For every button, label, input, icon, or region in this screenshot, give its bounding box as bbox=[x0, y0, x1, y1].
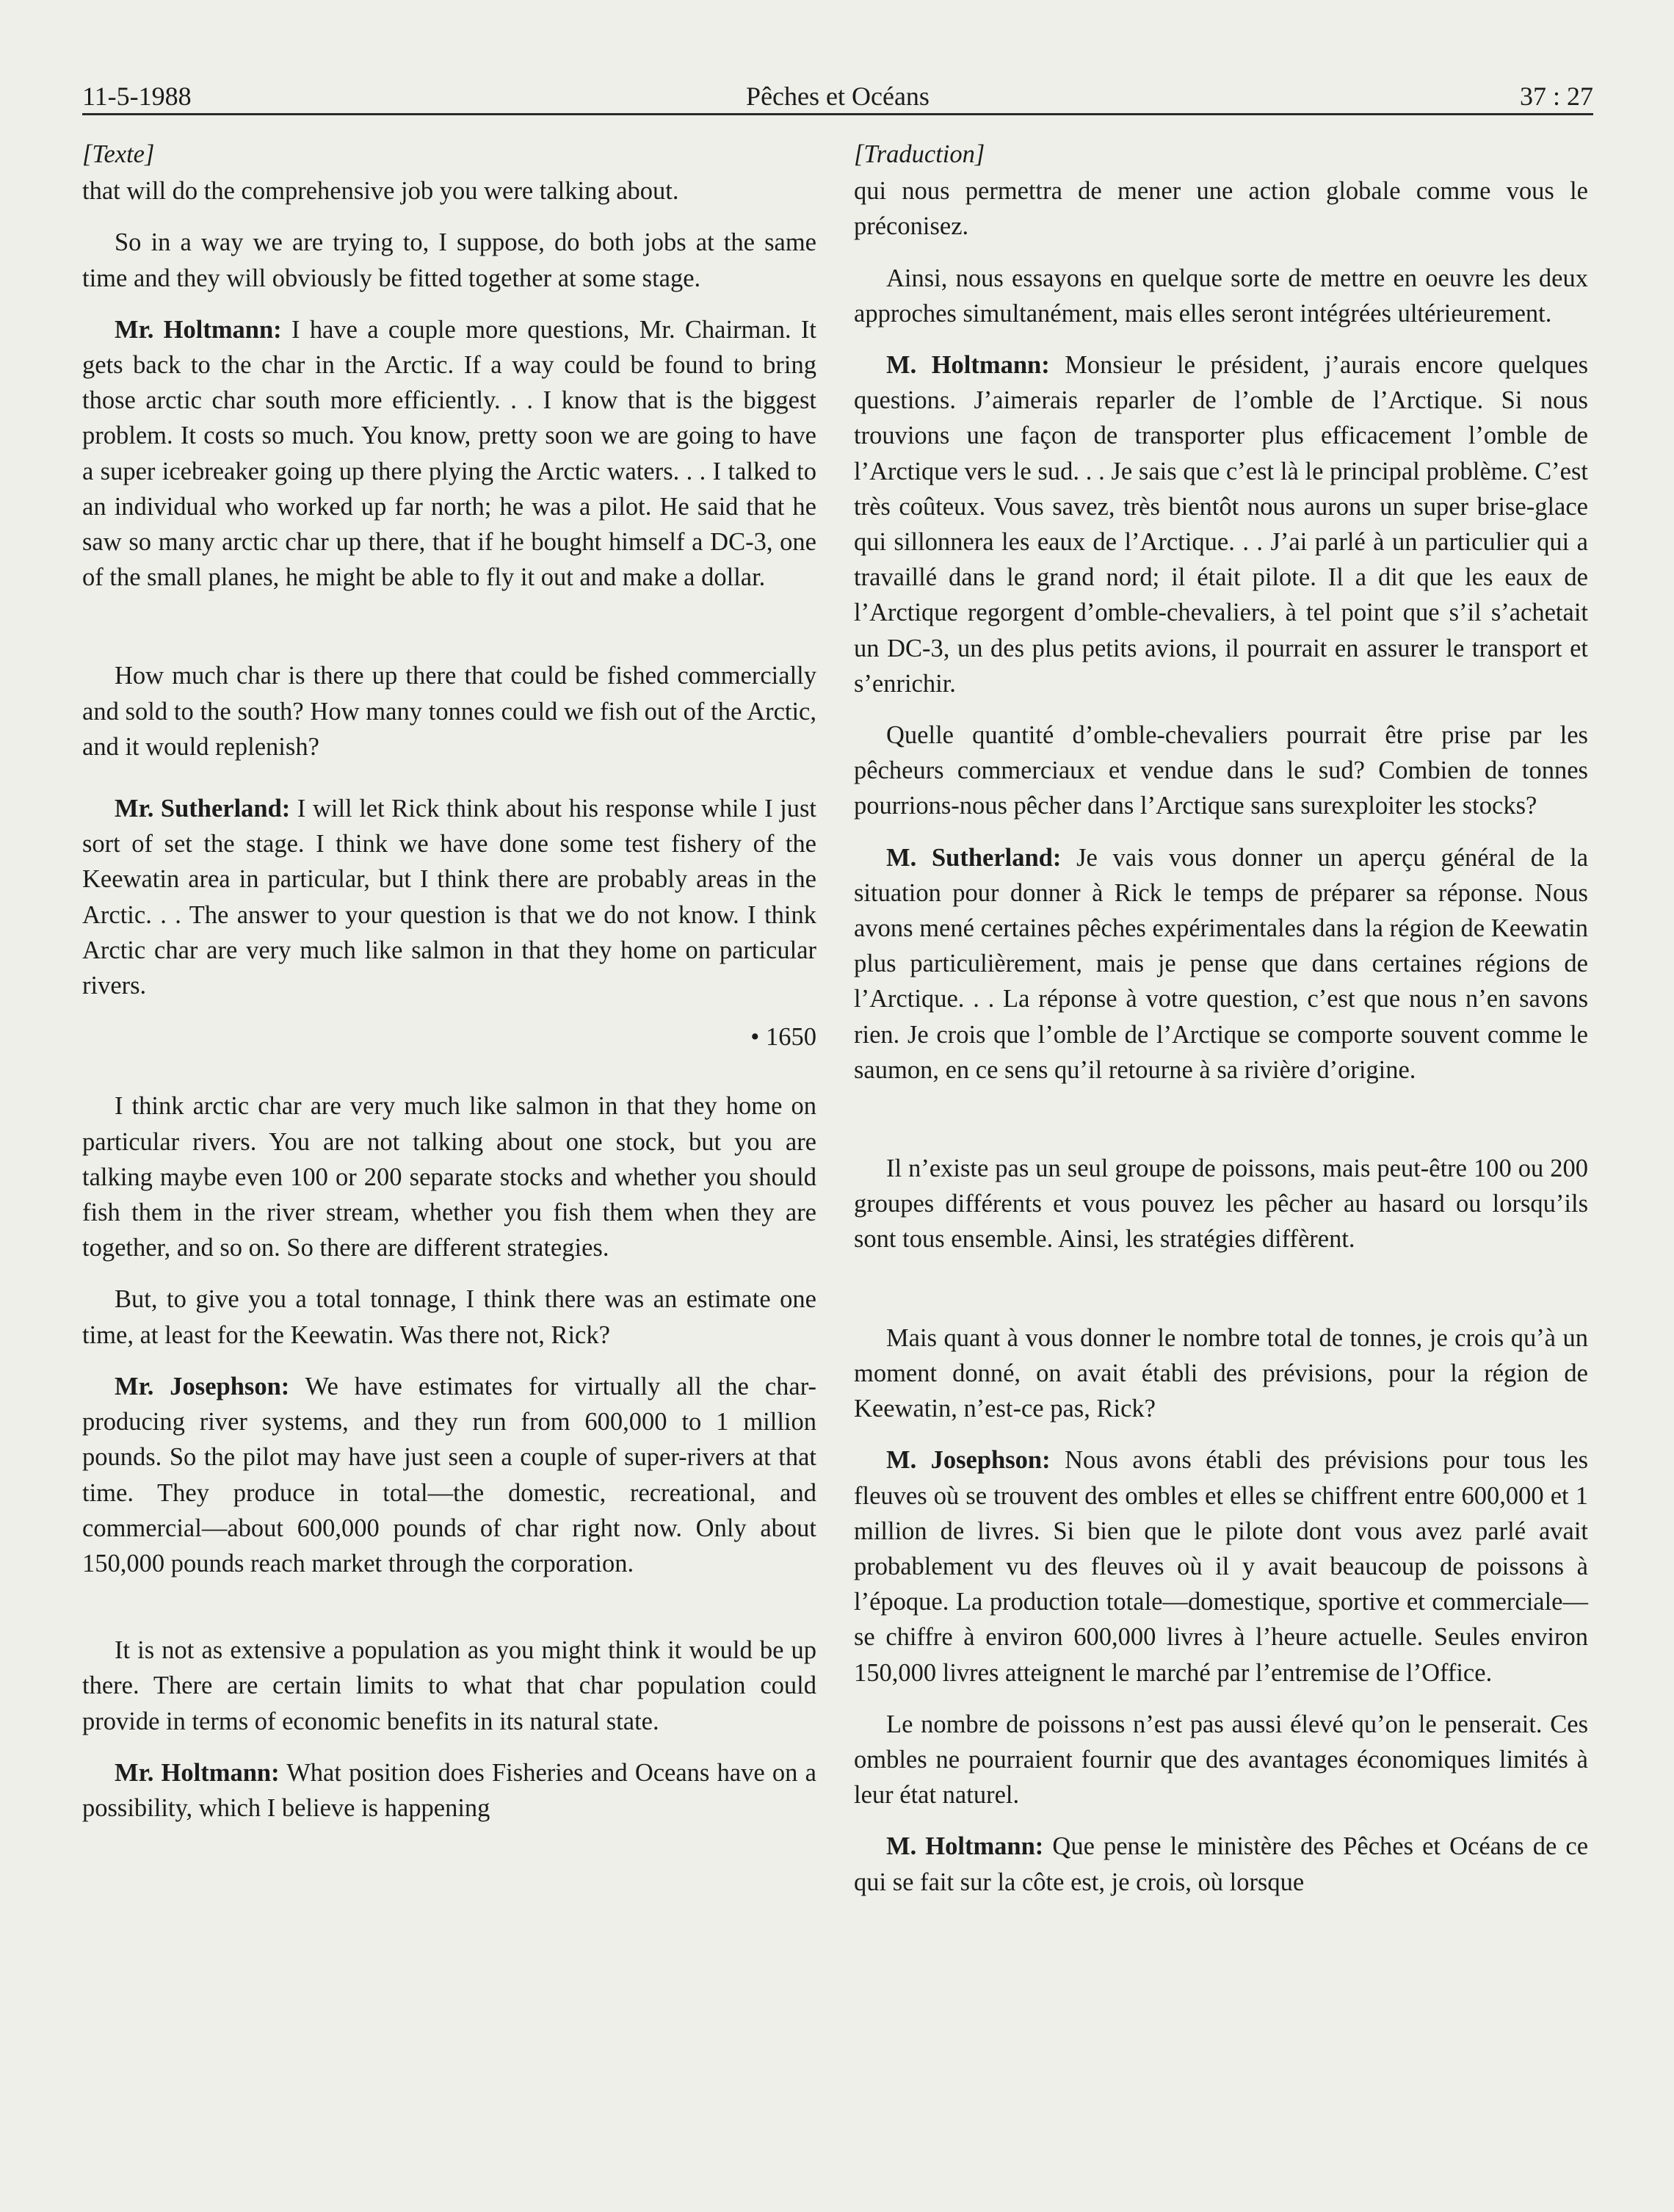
paragraph: But, to give you a total tonnage, I think there was an estimate one time, at least for the Keewatin. Was there not, Rick? bbox=[82, 1285, 816, 1349]
speech-text: We have estimates for virtually all the char-producing river systems, and they run from 600,000 to 1 million pounds. So the pilot may have just seen a couple of super-rivers at that time. They produce in total—the domestic, recreational, and commercial—about 600,000 pounds of char right now. Only about 150,000 pounds reach market through the corporation. bbox=[82, 1372, 816, 1577]
paragraph bbox=[854, 1829, 1588, 1899]
speech-text: Nous avons établi des prévisions pour tous les fleuves où se trouvent des ombles et elles se chiffrent entre 600,000 et 1 million de livres. Si bien que le pilote dont vous avez parlé avait probablement vu des fleuves où il y avait beaucoup de poissons à l’époque. La production totale—domestique, sportive et commerciale—se chiffre à environ 600,000 livres à l’heure actuelle. Seules environ 150,000 livres atteignent le marché par l’entremise de l’Office. bbox=[854, 1446, 1589, 1687]
paragraph: Mais quant à vous donner le nombre total de tonnes, je crois qu’à un moment donné, on avait établi des prévisions, pour la région de Keewatin, n’est-ce pas, Rick? bbox=[854, 1323, 1588, 1423]
paragraph bbox=[82, 791, 816, 1003]
paragraph: How much char is there up there that could be fished commercially and sold to the south? How many tonnes could we fish out of the Arctic, and it would replenish? bbox=[82, 662, 816, 761]
speaker-name: Mr. Holtmann: bbox=[115, 315, 282, 344]
speaker-name: Mr. Sutherland: bbox=[115, 795, 291, 823]
paragraph: It is not as extensive a population as you might think it would be up there. There are certain limits to what that char population could provide in terms of economic benefits in its natural state. bbox=[82, 1636, 816, 1735]
header-page-number: 37 : 27 bbox=[1519, 82, 1593, 111]
speech-text: I have a couple more questions, Mr. Chairman. It gets back to the char in the Arctic. If a way could be found to bring those arctic char south more efficiently. . . I know that is the biggest problem. It costs so much. You know, pretty soon we are going to have a super icebreaker going up there plying the Arctic waters. . . I talked to an individual who worked up far north; he was a pilot. He said that he saw so many arctic char up there, that if he bought himself a DC-3, one of the small planes, he might be able to fly it out and make a dollar. bbox=[82, 315, 816, 592]
speech-text: Monsieur le président, j’aurais encore quelques questions. J’aimerais reparler de l’omble de l’Arctique. Si nous trouvions une façon de transporter plus efficacement l’omble de l’Arctique vers le sud. . . Je sais que c’est là le principal problème. C’est très coûteux. Vous savez, très bientôt nous aurons un super brise-glace qui sillonnera les eaux de l’Arctique. . . J’ai parlé à un particulier qui a travaillé dans le grand nord; il était pilote. Il a dit que les eaux de l’Arctique regorgent d’omble-chevaliers, à tel point que s’il s’achetait un DC-3, un des plus petits avions, il pourrait en assurer le transport et s’enrichir. bbox=[854, 351, 1589, 698]
speaker-name: M. Josephson: bbox=[886, 1446, 1051, 1475]
header-title: Pêches et Océans bbox=[746, 82, 930, 111]
column-tag: [Traduction] bbox=[854, 140, 985, 168]
french-column bbox=[854, 137, 1588, 1916]
paragraph: Quelle quantité d’omble-chevaliers pourrait être prise par les pêcheurs commerciaux et vendue dans le sud? Combien de tonnes pourrions-nous pêcher dans l’Arctique sans surexploiter les stocks? bbox=[854, 721, 1588, 820]
speaker-name: M. Holtmann: bbox=[886, 351, 1050, 380]
speech-text: What position does Fisheries and Oceans have on a possibility, which I believe is happening bbox=[82, 1758, 816, 1822]
paragraph bbox=[854, 347, 1588, 701]
paragraph bbox=[82, 1755, 816, 1826]
speaker-name: Mr. Holtmann: bbox=[115, 1758, 280, 1787]
page-header bbox=[82, 76, 1593, 115]
header-date: 11-5-1988 bbox=[82, 82, 192, 111]
speech-text: Je vais vous donner un aperçu général de la situation pour donner à Rick le temps de préparer sa réponse. Nous avons mené certaines pêches expérimentales dans la région de Keewatin plus particulièrement, mais je pense que dans certaines régions de l’Arctique. . . La réponse à votre question, c’est que nous n’en savons rien. Je crois que l’omble de l’Arctique se comporte souvent comme le saumon, en ce sens qu’il retourne à sa rivière d’origine. bbox=[854, 843, 1589, 1084]
speaker-name: M. Sutherland: bbox=[886, 843, 1062, 872]
paragraph bbox=[854, 1442, 1588, 1690]
speech-text: Que pense le ministère des Pêches et Océans de ce qui se fait sur la côte est, je crois, où lorsque bbox=[854, 1832, 1589, 1896]
paragraph: Il n’existe pas un seul groupe de poissons, mais peut-être 100 ou 200 groupes différents et vous pouvez les pêcher au hasard ou lorsqu’ils sont tous ensemble. Ainsi, les stratégies diffèrent. bbox=[854, 1154, 1588, 1254]
paragraph: So in a way we are trying to, I suppose, do both jobs at the same time and they will obviously be fitted together at some stage. bbox=[82, 228, 816, 292]
paragraph: Le nombre de poissons n’est pas aussi élevé qu’on le penserait. Ces ombles ne pourraient fournir que des avantages économiques limités à leur état naturel. bbox=[854, 1710, 1588, 1810]
paragraph bbox=[82, 312, 816, 596]
column-tag: [Texte] bbox=[82, 140, 155, 168]
speaker-name: Mr. Josephson: bbox=[115, 1372, 290, 1400]
english-column bbox=[82, 137, 816, 1842]
speaker-name: M. Holtmann: bbox=[886, 1832, 1044, 1861]
speech-text: I will let Rick think about his response while I just sort of set the stage. I think we have done some test fishery of the Keewatin area in particular, but I think there are probably areas in the Arctic. . . The answer to your question is that we do not know. I think Arctic char are very much like salmon in that they home on particular rivers. bbox=[82, 795, 816, 1000]
paragraph: qui nous permettra de mener une action globale comme vous le préconisez. bbox=[854, 177, 1588, 241]
paragraph bbox=[854, 840, 1588, 1088]
paragraph bbox=[82, 1369, 816, 1581]
timestamp: • 1650 bbox=[750, 1023, 816, 1052]
paragraph: I think arctic char are very much like salmon in that they home on particular rivers. You are not talking about one stock, but you are talking maybe even 100 or 200 separate stocks and whether you should fish them in the river stream, whether you fish them when they are together, and so on. So there are different strategies. bbox=[82, 1092, 816, 1262]
paragraph: Ainsi, nous essayons en quelque sorte de mettre en oeuvre les deux approches simultanément, mais elles seront intégrées ultérieurement. bbox=[854, 264, 1588, 328]
paragraph: that will do the comprehensive job you were talking about. bbox=[82, 177, 679, 206]
